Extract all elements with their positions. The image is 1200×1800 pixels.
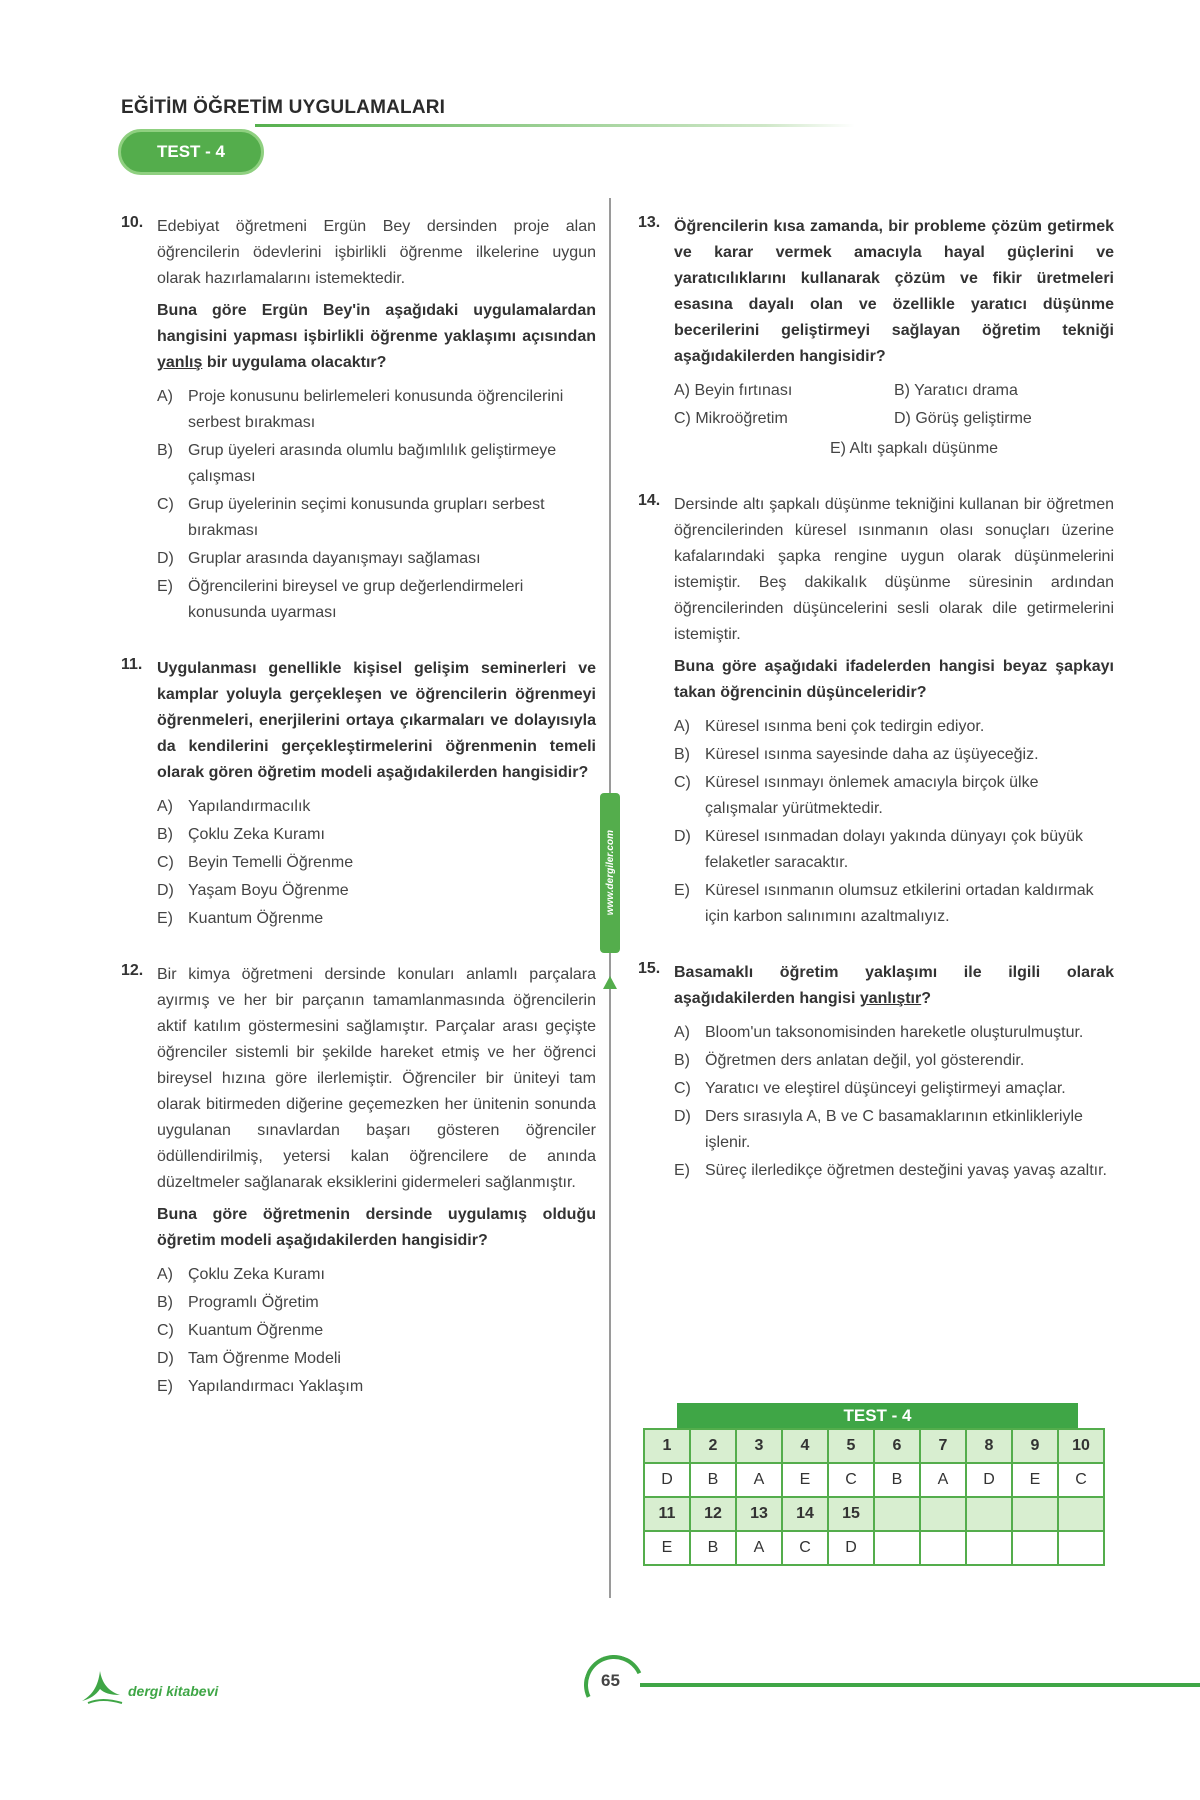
header-line [255,124,855,127]
option-d[interactable]: D) Görüş geliştirme [894,410,1032,427]
answer-key-row-numbers [644,1497,1104,1531]
option-d[interactable]: D) Ders sırasıyla A, B ve C basamaklarının etkinlikleriyle işlenir. [674,1108,1083,1151]
answer-cell [1012,1497,1058,1531]
answer-cell: E [1012,1463,1058,1497]
question-10 [121,214,596,626]
answer-cell: 6 [874,1429,920,1463]
answer-cell: 14 [782,1497,828,1531]
question-14 [638,492,1114,930]
option-list [674,714,1114,930]
option-d[interactable]: D) Yaşam Boyu Öğrenme [157,882,349,899]
question-number: 10. [121,214,144,231]
answer-cell: 1 [644,1429,690,1463]
answer-cell [1058,1531,1104,1565]
answer-key-table [643,1428,1105,1566]
answer-cell [1012,1531,1058,1565]
question-prompt: Buna göre öğretmenin dersinde uygulamış olduğu öğretim modeli aşağıdakilerden hangisidir? [157,1206,596,1249]
option-d[interactable]: D) Tam Öğrenme Modeli [157,1350,341,1367]
option-e[interactable]: E) Altı şapkalı düşünme [829,440,999,457]
option-e[interactable]: E) Yapılandırmacı Yaklaşım [157,1378,364,1395]
answer-cell [1058,1497,1104,1531]
option-grid [674,378,1114,432]
answer-cell: C [782,1531,828,1565]
answer-cell: 5 [828,1429,874,1463]
test-label-pill: TEST - 4 [118,129,264,175]
answer-cell [966,1497,1012,1531]
answer-cell [920,1531,966,1565]
option-c[interactable]: C) Kuantum Öğrenme [157,1322,324,1339]
question-number: 11. [121,656,143,673]
question-number: 12. [121,962,144,979]
option-d[interactable]: D) Küresel ısınmadan dolayı yakında dünyayı çok büyük felaketler saracaktır. [674,828,1083,871]
answer-cell: A [736,1463,782,1497]
question-number: 15. [638,960,661,977]
option-b[interactable]: B) Küresel ısınma sayesinde daha az üşüyeceğiz. [674,746,1039,763]
question-stem: Edebiyat öğretmeni Ergün Bey dersinden proje alan öğrencilerin ödevlerini işbirlikli öğrenme ilkelerine uygun olarak hazırlamalarını istemektedir. [157,218,596,287]
question-prompt: Buna göre aşağıdaki ifadelerden hangisi beyaz şapkayı takan öğrencinin düşünceleridir? [674,658,1114,701]
option-list [157,794,596,932]
question-stem: Öğrencilerin kısa zamanda, bir probleme çözüm getirmek ve karar vermek amacıyla hayal güçlerini ve yaratıcılıklarını kullanarak çözüm ve fikir üretmeleri esasına dayalı olan ve özellikle yaratıcı düşünme becerilerini geliştirmeyi sağlayan öğretim tekniği aşağıdakilerden hangisidir? [674,218,1114,365]
publisher-logo [78,1665,218,1705]
answer-key-row-answers [644,1463,1104,1497]
side-tab [600,793,620,953]
answer-cell: B [874,1463,920,1497]
question-number: 14. [638,492,661,509]
question-stem: Bir kimya öğretmeni dersinde konuları anlamlı parçalara ayırmış ve her bir parçanın tamamlanmasında öğrencilerin aktif katılım göstermesini sağlamıştır. Parçalar arası geçişte öğrenciler sistemli bir şekilde hareket etmiş ve her öğrenci bireysel hızına göre ilerlemiştir. Öğrenciler bir üniteyi tam olarak bitirmeden diğerine geçemezken her ünitenin sonunda uygulanan sınavlardan başarı gösteren öğrenciler ödüllendirilmiş, yetersi kalan öğrencilere de anında düzeltmeler sağlanarak eksiklerini gidermeleri sağlanmıştır. [157,966,596,1191]
answer-cell: A [736,1531,782,1565]
option-a[interactable]: A) Beyin fırtınası [674,382,793,399]
answer-key [643,1403,1105,1566]
option-a[interactable]: A) Yapılandırmacılık [157,798,311,815]
option-d[interactable]: D) Gruplar arasında dayanışmayı sağlaması [157,550,481,567]
answer-cell: E [644,1531,690,1565]
option-c[interactable]: C) Beyin Temelli Öğrenme [157,854,354,871]
option-c[interactable]: C) Küresel ısınmayı önlemek amacıyla birçok ülke çalışmalar yürütmektedir. [674,774,1039,817]
answer-key-row-answers [644,1531,1104,1565]
question-12 [121,962,596,1400]
answer-cell [920,1497,966,1531]
question-number: 13. [638,214,661,231]
answer-cell: D [828,1531,874,1565]
option-c[interactable]: C) Grup üyelerinin seçimi konusunda grupları serbest bırakması [157,496,545,539]
answer-key-title: TEST - 4 [677,1403,1078,1428]
answer-cell: 12 [690,1497,736,1531]
option-b[interactable]: B) Grup üyeleri arasında olumlu bağımlılık geliştirmeye çalışması [157,442,557,485]
side-tab-text: www.dergiler.com [604,830,616,916]
leaf-icon [78,1665,124,1705]
option-list [674,1020,1114,1184]
question-11 [121,656,596,932]
left-column [121,214,596,1430]
answer-cell: D [644,1463,690,1497]
arrow-up-icon [603,976,617,989]
option-c[interactable]: C) Mikroöğretim [674,410,788,427]
option-a[interactable]: A) Çoklu Zeka Kuramı [157,1266,325,1283]
option-e[interactable]: E) Öğrencilerini bireysel ve grup değerlendirmeleri konusunda uyarması [157,578,524,621]
option-b[interactable]: B) Öğretmen ders anlatan değil, yol gösterendir. [674,1052,1025,1069]
option-e[interactable]: E) Süreç ilerledikçe öğretmen desteğini yavaş yavaş azaltır. [674,1162,1107,1179]
option-list [157,1262,596,1400]
option-list [157,384,596,626]
answer-cell: 4 [782,1429,828,1463]
question-stem: Dersinde altı şapkalı düşünme tekniğini kullanan bir öğretmen öğrencilerinden küresel ısınmanın olası sonuçları üzerine kafalarındaki şapka rengine uygun olarak düşünmelerini istemiştir. Beş dakikalık düşünme süresinin ardından öğrencilerinden düşüncelerini sesli olarak dile getirmelerini istemiştir. [674,496,1114,643]
option-a[interactable]: A) Küresel ısınma beni çok tedirgin ediyor. [674,718,985,735]
answer-cell: 7 [920,1429,966,1463]
answer-cell: 10 [1058,1429,1104,1463]
question-13 [638,214,1114,462]
answer-cell: B [690,1463,736,1497]
answer-cell: 11 [644,1497,690,1531]
option-e[interactable]: E) Küresel ısınmanın olumsuz etkilerini ortadan kaldırmak için karbon salınımını azaltmalıyız. [674,882,1094,925]
option-a[interactable]: A) Bloom'un taksonomisinden hareketle oluşturulmuştur. [674,1024,1084,1041]
question-prompt: Basamaklı öğretim yaklaşımı ile ilgili olarak aşağıdakilerden hangisi yanlıştır? [674,964,1114,1007]
answer-cell: D [966,1463,1012,1497]
answer-cell: 9 [1012,1429,1058,1463]
footer-line [640,1683,1200,1687]
page-header-title: EĞİTİM ÖĞRETİM UYGULAMALARI [121,97,446,118]
page-number: 65 [601,1671,620,1690]
option-b[interactable]: B) Yaratıcı drama [894,382,1018,399]
publisher-logo-text: dergi kitabevi [128,1683,219,1699]
option-c[interactable]: C) Yaratıcı ve eleştirel düşünceyi geliştirmeyi amaçlar. [674,1080,1066,1097]
answer-cell: 8 [966,1429,1012,1463]
option-e[interactable]: E) Kuantum Öğrenme [157,910,324,927]
question-prompt: Buna göre Ergün Bey'in aşağıdaki uygulamalardan hangisini yapması işbirlikli öğrenme yaklaşımı açısından yanlış bir uygulama olacaktır? [157,302,596,371]
right-column [638,214,1114,1214]
option-b[interactable]: B) Programlı Öğretim [157,1294,319,1311]
answer-cell [874,1497,920,1531]
answer-cell: 13 [736,1497,782,1531]
answer-cell: E [782,1463,828,1497]
option-b[interactable]: B) Çoklu Zeka Kuramı [157,826,325,843]
answer-cell [966,1531,1012,1565]
answer-cell: A [920,1463,966,1497]
answer-cell: 2 [690,1429,736,1463]
question-stem: Uygulanması genellikle kişisel gelişim seminerleri ve kamplar yoluyla gerçekleşen ve öğrencilerin öğrenmeyi öğrenmeleri, enerjilerini ortaya çıkarmaları ve dolayısıyla da kendilerini gerçekleştirmelerini öğrenmenin temeli olarak gören öğretim modeli aşağıdakilerden hangisidir? [157,660,596,781]
answer-cell: 3 [736,1429,782,1463]
answer-cell: B [690,1531,736,1565]
answer-key-row-numbers [644,1429,1104,1463]
answer-cell: C [828,1463,874,1497]
answer-cell: 15 [828,1497,874,1531]
option-a[interactable]: A) Proje konusunu belirlemeleri konusunda öğrencilerini serbest bırakması [157,388,564,431]
answer-cell: C [1058,1463,1104,1497]
question-15 [638,960,1114,1184]
answer-cell [874,1531,920,1565]
